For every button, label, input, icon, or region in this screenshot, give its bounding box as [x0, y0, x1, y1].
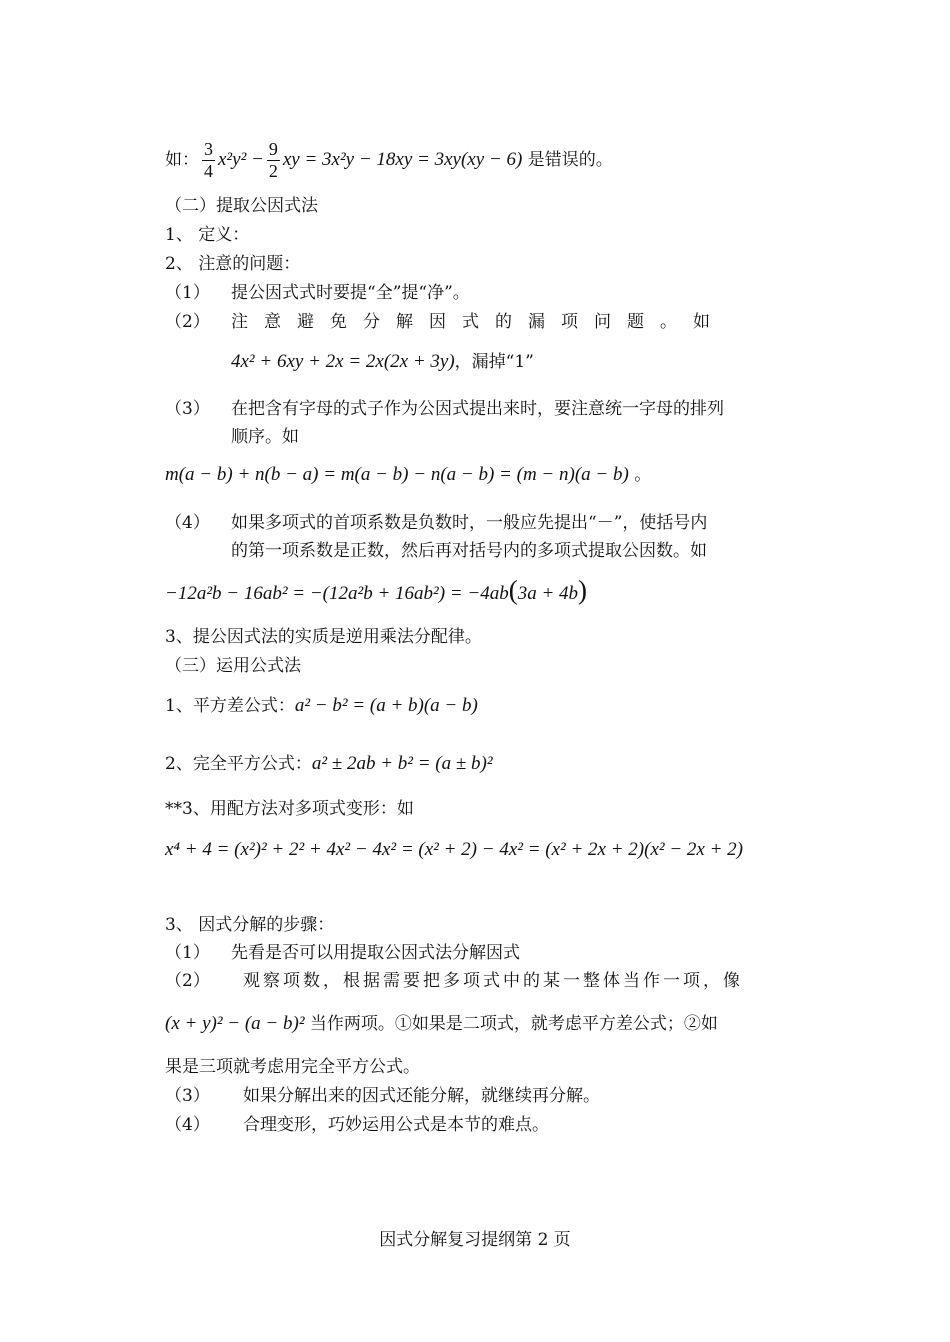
note-4-formula: −12a²b − 16ab² = −(12a²b + 16ab²) = −4ab(3a + 4b)	[165, 575, 588, 605]
fraction-three-quarters: $\frac{3}{4}$	[204, 139, 213, 181]
note-3: （3） 在把含有字母的式子作为公因式提出来时，要注意统一字母的排列	[165, 399, 724, 419]
note-2-formula: 4x² + 6xy + 2x = 2x(2x + 3y)，漏掉“1”	[231, 351, 534, 372]
step-2-cont: (x + y)² − (a − b)² 当作两项。①如果是二项式，就考虑平方差公式；②如	[165, 1013, 718, 1034]
step-2: （2） 观察项数，根据需要把多项式中的某一整体当作一项，像	[165, 971, 743, 991]
section-heading-2: （二）提取公因式法	[165, 196, 318, 216]
step-2-cont-2: 果是三项就考虑用完全平方公式。	[165, 1057, 420, 1077]
formula-difference-of-squares: 1、平方差公式：a² − b² = (a + b)(a − b)	[165, 695, 478, 716]
note-4-cont: 的第一项系数是正数，然后再对括号内的多项式提取公因数。如	[231, 541, 707, 561]
step-3: （3） 如果分解出来的因式还能分解，就继续再分解。	[165, 1086, 600, 1106]
formula-completing-square: x⁴ + 4 = (x²)² + 2² + 4x² − 4x² = (x² + 2) − 4x² = (x² + 2x + 2)(x² − 2x + 2)	[165, 839, 743, 860]
section-heading-3: （三）运用公式法	[165, 656, 301, 676]
step-1: （1） 先看是否可以用提取公因式法分解因式	[165, 943, 520, 963]
page-footer: 因式分解复习提纲第 2 页	[379, 1230, 571, 1250]
formula-perfect-square: 2、完全平方公式：a² ± 2ab + b² = (a ± b)²	[165, 753, 493, 774]
note-2: （2） 注意避免分解因式的漏项问题。如	[165, 312, 726, 332]
item-completing-square: **3、用配方法对多项式变形：如	[165, 799, 414, 819]
fraction-nine-halves: $\frac{9}{2}$	[268, 139, 278, 181]
note-1: （1） 提公因式式时要提“全”提“净”。	[165, 283, 470, 303]
item-definition: 1、 定义：	[165, 225, 250, 245]
item-essence: 3、提公因式法的实质是逆用乘法分配律。	[165, 627, 482, 647]
note-4: （4） 如果多项式的首项系数是负数时，一般应先提出“－”，使括号内	[165, 513, 708, 533]
note-3-cont: 顺序。如	[231, 427, 299, 447]
note-3-formula: m(a − b) + n(b − a) = m(a − b) − n(a − b) = (m − n)(a − b) 。	[165, 464, 652, 485]
example-line-1: 如： $\frac{3}{4}$ x²y² − $\frac{9}{2}$ xy = 3x²y − 18xy = 3xy(xy − 6) 是错误的。	[165, 139, 613, 181]
item-steps: 3、 因式分解的步骤：	[165, 915, 335, 935]
item-notes: 2、 注意的问题：	[165, 254, 301, 274]
step-4: （4） 合理变形，巧妙运用公式是本节的难点。	[165, 1115, 549, 1135]
